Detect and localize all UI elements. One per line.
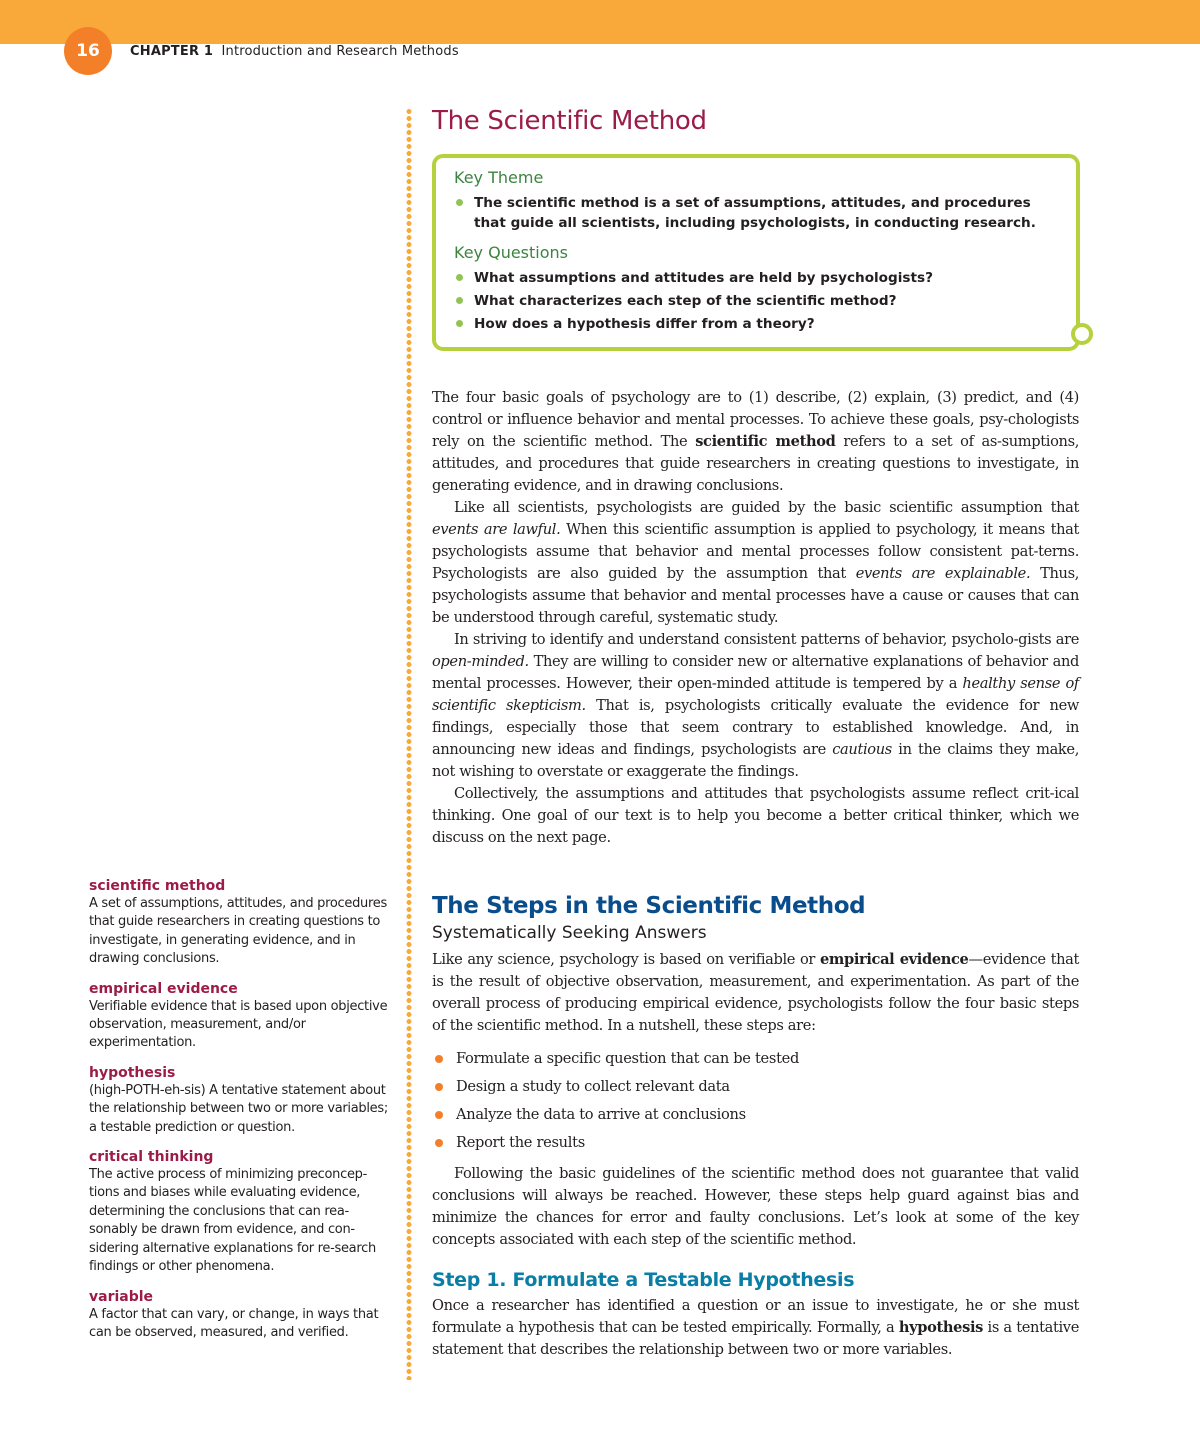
steps-list bbox=[432, 1045, 1079, 1157]
key-theme-list bbox=[454, 193, 1058, 233]
glossary-term: variable bbox=[89, 1288, 154, 1305]
text-run: In striving to identify and understand consistent patterns of behavior, psycholo-gists are bbox=[454, 631, 1079, 648]
emphasis: cautious bbox=[832, 741, 892, 758]
paragraph bbox=[432, 497, 1079, 629]
paragraph: Following the basic guidelines of the scientific method does not guarantee that valid conclusions will always be reached. However, these steps help guard against bias and minimize the chances for error and faulty conclusions. Let’s look at some of the key concepts associated with each step of the scientific method. bbox=[432, 1165, 1079, 1248]
key-question-item: What assumptions and attitudes are held by psychologists? bbox=[454, 268, 1058, 288]
step-item: Design a study to collect relevant data bbox=[432, 1073, 1079, 1101]
key-question-item: How does a hypothesis differ from a theory? bbox=[454, 314, 1058, 334]
key-theme-item: The scientific method is a set of assumptions, attitudes, and procedures that guide all scientists, including psychologists, in conducting research. bbox=[454, 193, 1058, 233]
margin-glossary bbox=[89, 877, 389, 1353]
chapter-label: CHAPTER 1 bbox=[130, 44, 214, 59]
key-questions-heading: Key Questions bbox=[454, 243, 568, 262]
text-run: Like any science, psychology is based on verifiable or bbox=[432, 951, 820, 968]
text-run: Like all scientists, psychologists are guided by the basic scientific assumption that bbox=[454, 499, 1079, 516]
page-number-badge: 16 bbox=[64, 27, 112, 75]
steps-section-title: The Steps in the Scientific Method bbox=[432, 893, 866, 919]
section-title: The Scientific Method bbox=[432, 106, 707, 136]
text-run: Thus, psychologists assume that behavior and mental processes have a cause or causes that can be understood through careful, systematic study. bbox=[432, 565, 1079, 626]
main-column bbox=[432, 100, 1079, 1361]
paragraph bbox=[432, 1295, 1079, 1361]
glossary-term: empirical evidence bbox=[89, 980, 238, 997]
glossary-definition: A set of assumptions, attitudes, and procedures that guide researchers in creating questions to investigate, in generating evidence, and in drawing conclusions. bbox=[89, 896, 387, 967]
glossary-definition: A factor that can vary, or change, in ways that can be observed, measured, and verified. bbox=[89, 1306, 379, 1340]
chapter-title: Introduction and Research Methods bbox=[221, 44, 459, 59]
paragraph bbox=[432, 949, 1079, 1037]
key-question-item: What characterizes each step of the scientific method? bbox=[454, 291, 1058, 311]
glossary-definition: Verifiable evidence that is based upon objective observation, measurement, and/or experimentation. bbox=[89, 998, 388, 1051]
emphasis: healthy sense of scientific skepticism. bbox=[432, 675, 1079, 714]
glossary-term: critical thinking bbox=[89, 1149, 214, 1166]
emphasis: events are explainable. bbox=[855, 565, 1031, 582]
emphasis: events are lawful. bbox=[432, 521, 561, 538]
text-run: When this scientific assumption is applied to psychology, it means that psychologists assume that behavior and mental processes follow consistent pat-terns. Psychologists are also guided by the assumption that bbox=[432, 521, 1080, 582]
step-item: Formulate a specific question that can be tested bbox=[432, 1045, 1079, 1073]
paragraph: Collectively, the assumptions and attitudes that psychologists assume reflect crit-ical thinking. One goal of our text is to help you become a better critical thinker, which we discuss on the next page. bbox=[432, 785, 1079, 846]
step-item: Analyze the data to arrive at conclusions bbox=[432, 1101, 1079, 1129]
key-term: hypothesis bbox=[898, 1319, 984, 1336]
top-color-bar bbox=[0, 0, 1200, 44]
emphasis: open-minded. bbox=[432, 653, 529, 670]
key-theme-box bbox=[432, 154, 1080, 351]
text-run: refers to a set of as-sumptions, attitudes, and procedures that guide researchers in creating questions to investigate, in generating evidence, and in drawing conclusions. bbox=[432, 433, 1080, 494]
text-run: That is, psychologists critically evaluate the evidence for new findings, especially those that seem contrary to established knowledge. And, in announcing new ideas and findings, psychologists are bbox=[432, 697, 1079, 758]
key-term: empirical evidence bbox=[819, 951, 969, 968]
text-run: They are willing to consider new or alternative explanations of behavior and mental processes. However, their open-minded attitude is tempered by a bbox=[432, 653, 1079, 692]
running-header bbox=[130, 44, 459, 59]
glossary-term: scientific method bbox=[89, 878, 226, 894]
text-run: Once a researcher has identified a question or an issue to investigate, he or she must formulate a hypothesis that can be tested empirically. Formally, a bbox=[432, 1297, 1079, 1336]
ring-ornament-icon bbox=[1071, 323, 1093, 345]
steps-section-subtitle: Systematically Seeking Answers bbox=[432, 923, 707, 943]
glossary-definition: The active process of minimizing preconcep-tions and biases while evaluating evidence, determining the conclusions that can rea-sonably be drawn from evidence, and con-sidering alternative explanations for re-search findings or other phenomena. bbox=[89, 1167, 376, 1275]
key-questions-list bbox=[454, 268, 1058, 334]
glossary-term: hypothesis bbox=[89, 1064, 176, 1081]
glossary-definition: (high-POTH-eh-sis) A tentative statement about the relationship between two or more variables; a testable prediction or question. bbox=[89, 1082, 388, 1135]
step-item: Report the results bbox=[432, 1129, 1079, 1157]
paragraph bbox=[432, 629, 1079, 783]
text-run: in the claims they make, not wishing to overstate or exaggerate the findings. bbox=[432, 741, 1079, 780]
section-body bbox=[432, 387, 1079, 849]
key-theme-heading: Key Theme bbox=[454, 168, 544, 187]
key-term: scientific method bbox=[695, 433, 836, 450]
text-run: The four basic goals of psychology are to (1) describe, (2) explain, (3) predict, and (4) control or influence behavior and mental processes. To achieve these goals, psy-chologists rely on the scientific method. The bbox=[432, 389, 1079, 450]
text-run: —evidence that is the result of objective observation, measurement, and experimentation. As part of the overall process of producing empirical evidence, psychologists follow the four basic steps of the scientific method. In a nutshell, these steps are: bbox=[432, 951, 1079, 1034]
dotted-divider bbox=[406, 108, 412, 1380]
paragraph bbox=[432, 387, 1079, 497]
text-run: is a tentative statement that describes the relationship between two or more variables. bbox=[432, 1319, 1079, 1358]
step1-heading: Step 1. Formulate a Testable Hypothesis bbox=[432, 1269, 855, 1291]
